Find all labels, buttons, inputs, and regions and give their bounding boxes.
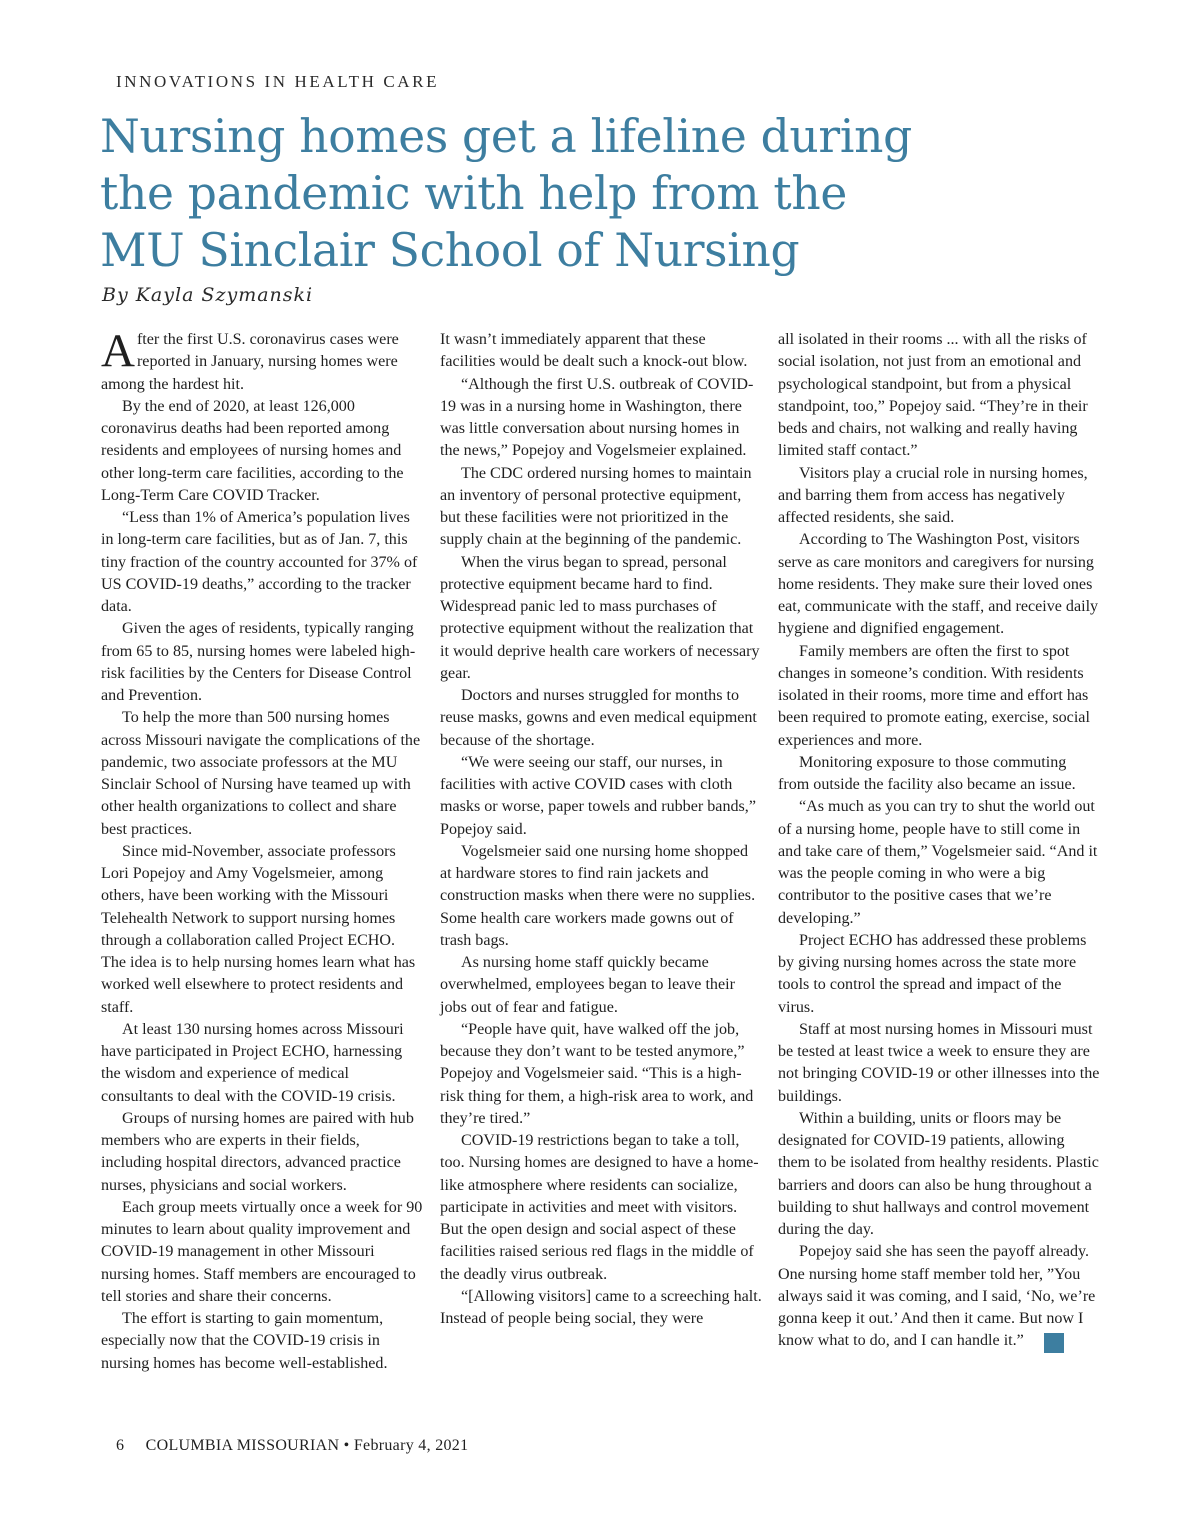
page-number: 6 xyxy=(116,1437,125,1454)
article-paragraph: The effort is starting to gain momentum, especially now that the COVID-19 crisis in nursing homes has become well-established. xyxy=(101,1310,388,1372)
article-paragraph xyxy=(101,325,423,396)
article-paragraph: “Although the first U.S. outbreak of COVID-19 was in a nursing home in Washington, there was little conversation about nursing homes in the news,” Popejoy and Vogelsmeier explained. xyxy=(440,375,754,460)
article-paragraph: “Less than 1% of America’s population lives in long-term care facilities, but as of Jan. 7, this tiny fraction of the country accounted for 37% of US COVID-19 deaths,” according to the tracker data. xyxy=(101,509,418,615)
article-paragraph: Since mid-November, associate professors Lori Popejoy and Amy Vogelsmeier, among others, have been working with the Missouri Telehealth Network to support nursing homes through a collaboration called Project ECHO. The idea is to help nursing homes learn what has worked well elsewhere to protect residents and staff. xyxy=(101,842,416,1016)
article-paragraph: As nursing home staff quickly became overwhelmed, employees began to leave their jobs out of fear and fatigue. xyxy=(440,954,735,1016)
headline xyxy=(100,108,1100,279)
article-column-1 xyxy=(101,325,423,1375)
article-paragraph: Given the ages of residents, typically ranging from 65 to 85, nursing homes were labeled high-risk facilities by the Centers for Disease Control and Prevention. xyxy=(101,620,416,704)
article-paragraph: When the virus began to spread, personal protective equipment became hard to find. Widespread panic led to mass purchases of protective equipment without the realization that it would deprive health care workers of necessary gear. xyxy=(440,553,760,682)
article-paragraph: To help the more than 500 nursing homes across Missouri navigate the complications of the pandemic, two associate professors at the MU Sinclair School of Nursing have teamed up with other health organizations to collect and share best practices. xyxy=(101,709,421,838)
end-of-story-square-icon xyxy=(1044,1333,1064,1353)
article-paragraph: “People have quit, have walked off the job, because they don’t want to be tested anymore,” Popejoy and Vogelsmeier said. “This is a high-risk thing for them, a high-risk area to work, and they’re tired.” xyxy=(440,1020,754,1127)
article-paragraph: COVID-19 restrictions began to take a toll, too. Nursing homes are designed to have a home-like atmosphere where residents can socialize, participate in activities and meet with visitors. But the open design and social aspect of these facilities raised serious red flags in the middle of the deadly virus outbreak. xyxy=(440,1132,759,1283)
article-paragraph: “As much as you can try to shut the world out of a nursing home, people have to still come in and take care of them,” Vogelsmeier said. “And it was the people coming in who were a big contributor to the positive cases that we’re developing.” xyxy=(778,798,1098,927)
article-paragraph: “We were seeing our staff, our nurses, in facilities with active COVID cases with cloth masks or worse, paper towels and rubber bands,” Popejoy said. xyxy=(440,753,756,838)
article-paragraph: Doctors and nurses struggled for months to reuse masks, gowns and even medical equipment because of the shortage. xyxy=(440,687,757,749)
article-paragraph: Within a building, units or floors may be designated for COVID-19 patients, allowing them to be isolated from healthy residents. Plastic barriers and doors can also be hung throughout a building to shut hallways and control movement during the day. xyxy=(778,1109,1099,1238)
paragraph-text: Popejoy said she has seen the payoff already. One nursing home staff member told her, ”You always said it was coming, and I said, ‘No, we’re gonna keep it out.’ And then it came. But now I know what to do, and I can handle it.” xyxy=(778,1243,1096,1350)
byline: By Kayla Szymanski xyxy=(102,284,314,306)
article-paragraph: At least 130 nursing homes across Missouri have participated in Project ECHO, harnessing the wisdom and experience of medical consultants to deal with the COVID-19 crisis. xyxy=(101,1020,404,1105)
page-footer xyxy=(116,1437,468,1455)
article-paragraph: By the end of 2020, at least 126,000 coronavirus deaths had been reported among residents and employees of nursing homes and other long-term care facilities, according to the Long-Term Care COVID Tracker. xyxy=(101,397,404,504)
article-column-3 xyxy=(778,329,1100,1353)
article-paragraph: Vogelsmeier said one nursing home shopped at hardware stores to find rain jackets and construction masks when there were no supplies. Some health care workers made gowns out of trash bags. xyxy=(440,842,756,949)
article-paragraph: Monitoring exposure to those commuting from outside the facility also became an issue. xyxy=(778,753,1076,793)
article-paragraph: Family members are often the first to spot changes in someone’s condition. With residents isolated in their rooms, more time and effort has been required to promote eating, exercise, social experiences and more. xyxy=(778,642,1090,749)
section-kicker: INNOVATIONS IN HEALTH CARE xyxy=(116,72,440,91)
article-column-2 xyxy=(440,329,762,1330)
article-paragraph: The CDC ordered nursing homes to maintain an inventory of personal protective equipment, but these facilities were not prioritized in the supply chain at the beginning of the pandemic. xyxy=(440,464,752,549)
article-paragraph: “[Allowing visitors] came to a screeching halt. Instead of people being social, they were xyxy=(440,1287,762,1327)
article-paragraph: It wasn’t immediately apparent that these facilities would be dealt such a knock-out blow. xyxy=(440,331,748,371)
article-paragraph: Project ECHO has addressed these problems by giving nursing homes across the state more tools to control the spread and impact of the virus. xyxy=(778,931,1087,1016)
article-paragraph: all isolated in their rooms ... with all the risks of social isolation, not just from an emotional and psychological standpoint, but from a physical standpoint, too,” Popejoy said. “They’re in their beds and chairs, not walking and really having limited staff contact.” xyxy=(778,331,1088,460)
article-paragraph: Each group meets virtually once a week for 90 minutes to learn about quality improvement and COVID-19 management in other Missouri nursing homes. Staff members are encouraged to tell stories and share their concerns. xyxy=(101,1198,423,1305)
headline-line-3: MU Sinclair School of Nursing xyxy=(100,224,800,277)
headline-line-1: Nursing homes get a lifeline during xyxy=(100,110,912,163)
publication-info: COLUMBIA MISSOURIAN • February 4, 2021 xyxy=(145,1437,469,1454)
headline-line-2: the pandemic with help from the xyxy=(100,167,847,220)
article-paragraph: Staff at most nursing homes in Missouri must be tested at least twice a week to ensure they are not bringing COVID-19 or other illnesses into the buildings. xyxy=(778,1020,1100,1105)
article-paragraph: Groups of nursing homes are paired with hub members who are experts in their fields, including hospital directors, advanced practice nurses, physicians and social workers. xyxy=(101,1109,414,1194)
article-paragraph xyxy=(778,1241,1100,1353)
article-paragraph: According to The Washington Post, visitors serve as care monitors and caregivers for nursing home residents. They make sure their loved ones eat, communicate with the staff, and receive daily hygiene and dignified engagement. xyxy=(778,531,1099,638)
drop-cap: A xyxy=(101,325,135,377)
paragraph-text: fter the first U.S. coronavirus cases were reported in January, nursing homes were among the hardest hit. xyxy=(101,331,399,393)
article-paragraph: Visitors play a crucial role in nursing homes, and barring them from access has negatively affected residents, she said. xyxy=(778,464,1088,526)
